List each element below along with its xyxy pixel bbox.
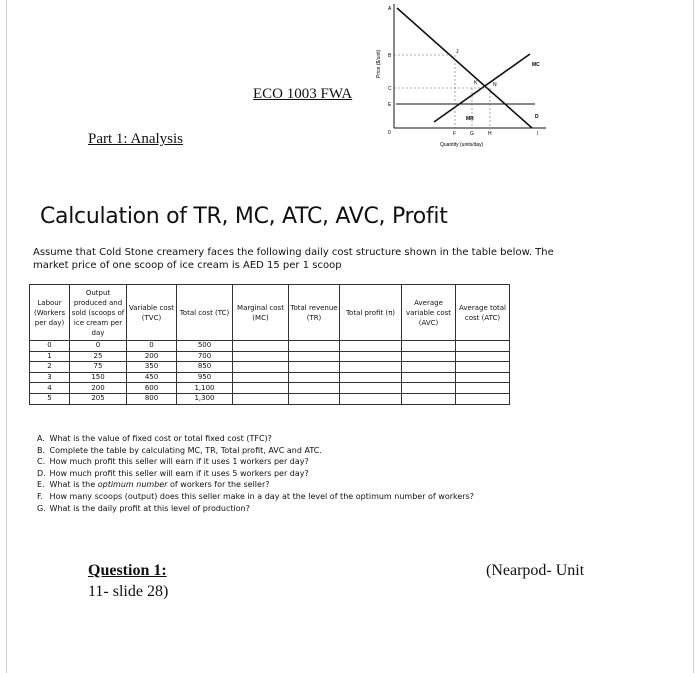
header-total-cost: Total cost (TC) xyxy=(177,285,233,341)
cell-tr xyxy=(289,372,340,383)
cell-tc: 700 xyxy=(177,351,233,362)
curve-label-d: D xyxy=(535,114,539,120)
y-point-e: E xyxy=(388,102,392,108)
demand-curve xyxy=(397,8,532,128)
cell-profit xyxy=(340,341,402,352)
table-row xyxy=(30,351,510,362)
cell-output: 200 xyxy=(70,383,127,394)
question-text: How much profit this seller will earn if it uses 5 workers per day? xyxy=(49,468,309,478)
table-row xyxy=(30,393,510,404)
table-row xyxy=(30,341,510,352)
cell-tvc: 600 xyxy=(127,383,177,394)
cell-mc xyxy=(233,393,289,404)
question-letter: G. xyxy=(37,503,46,513)
cell-tc: 1,100 xyxy=(177,383,233,394)
question-letter: C. xyxy=(37,457,46,467)
cell-tc: 1,300 xyxy=(177,393,233,404)
question-letter: F. xyxy=(37,491,43,501)
question-list xyxy=(37,433,474,514)
cell-tr xyxy=(289,383,340,394)
question-1-subtitle: 11- slide 28) xyxy=(88,583,169,600)
cell-mc xyxy=(233,383,289,394)
x-point-g: G xyxy=(470,131,474,137)
question-item xyxy=(37,468,474,480)
header-avc: Average variable cost (AVC) xyxy=(402,285,456,341)
question-item xyxy=(37,445,474,457)
table-row xyxy=(30,362,510,373)
header-output: Output produced and sold (scoops of ice cream per day xyxy=(70,285,127,341)
cell-labour: 1 xyxy=(30,351,70,362)
cell-mc xyxy=(233,351,289,362)
question-text-pre: What is the xyxy=(49,480,98,490)
question-text: What is the value of fixed cost or total fixed cost (TFC)? xyxy=(49,434,272,443)
question-item xyxy=(37,479,474,491)
cell-tr xyxy=(289,362,340,373)
question-text-emphasis: optimum number xyxy=(97,480,168,490)
question-item xyxy=(37,433,474,445)
cell-profit xyxy=(340,393,402,404)
question-text-post: of workers for the seller? xyxy=(167,480,270,490)
question-letter: D. xyxy=(37,468,46,478)
y-point-b: B xyxy=(388,53,392,59)
question-letter: B. xyxy=(37,445,46,455)
question-item xyxy=(37,456,474,468)
calculation-heading: Calculation of TR, MC, ATC, AVC, Profit xyxy=(40,204,448,229)
question-text: Complete the table by calculating MC, TR, Total profit, AVC and ATC. xyxy=(49,445,322,455)
cell-tc: 500 xyxy=(177,341,233,352)
cell-labour: 3 xyxy=(30,372,70,383)
cell-tvc: 0 xyxy=(127,341,177,352)
cell-atc xyxy=(456,393,510,404)
cell-mc xyxy=(233,341,289,352)
question-letter: A. xyxy=(37,434,45,443)
cell-tvc: 200 xyxy=(127,351,177,362)
origin-label: 0 xyxy=(388,130,391,136)
cell-atc xyxy=(456,362,510,373)
cell-output: 150 xyxy=(70,372,127,383)
curve-label-j: J xyxy=(456,49,459,55)
cell-output: 0 xyxy=(70,341,127,352)
price-quantity-graph xyxy=(370,0,550,150)
y-point-a: A xyxy=(388,6,392,12)
question-item xyxy=(37,491,474,503)
table-row xyxy=(30,383,510,394)
cell-atc xyxy=(456,351,510,362)
cell-avc xyxy=(402,351,456,362)
question-text: How much profit this seller will earn if it uses 1 workers per day? xyxy=(49,457,309,467)
curve-label-n: N xyxy=(493,82,497,88)
cell-labour: 4 xyxy=(30,383,70,394)
cell-tvc: 800 xyxy=(127,393,177,404)
cell-profit xyxy=(340,383,402,394)
cell-mc xyxy=(233,362,289,373)
cell-output: 25 xyxy=(70,351,127,362)
cell-avc xyxy=(402,393,456,404)
question-item xyxy=(37,503,474,515)
table-row xyxy=(30,372,510,383)
cell-tc: 950 xyxy=(177,372,233,383)
cell-avc xyxy=(402,383,456,394)
cell-labour: 5 xyxy=(30,393,70,404)
cell-tvc: 450 xyxy=(127,372,177,383)
nearpod-reference: (Nearpod- Unit xyxy=(486,562,585,579)
question-text: What is the daily profit at this level of production? xyxy=(49,503,250,513)
x-axis-label: Quantity (units/day) xyxy=(440,142,484,148)
header-atc: Average total cost (ATC) xyxy=(456,285,510,341)
question-text: How many scoops (output) does this seller make in a day at the level of the optimum number of workers? xyxy=(49,491,474,501)
header-labour: Labour (Workers per day) xyxy=(30,285,70,341)
cell-labour: 2 xyxy=(30,362,70,373)
cell-tr xyxy=(289,351,340,362)
part-title: Part 1: Analysis xyxy=(88,131,184,147)
cell-atc xyxy=(456,341,510,352)
header-total-revenue: Total revenue (TR) xyxy=(289,285,340,341)
cell-avc xyxy=(402,362,456,373)
y-axis-label: Price ($/unit) xyxy=(376,49,382,78)
question-1-title: Question 1: xyxy=(88,562,167,579)
cell-tr xyxy=(289,393,340,404)
header-marginal-cost: Marginal cost (MC) xyxy=(233,285,289,341)
cell-labour: 0 xyxy=(30,341,70,352)
question-letter: E. xyxy=(37,480,45,490)
intro-paragraph: Assume that Cold Stone creamery faces the following daily cost structure shown in the table below. The market price of one scoop of ice cream is AED 15 per 1 scoop xyxy=(33,247,554,271)
cell-output: 205 xyxy=(70,393,127,404)
cell-atc xyxy=(456,383,510,394)
curve-label-mc: MC xyxy=(532,62,540,68)
header-variable-cost: Variable cost (TVC) xyxy=(127,285,177,341)
x-point-f: F xyxy=(453,131,457,137)
header-total-profit: Total profit (π) xyxy=(340,285,402,341)
cell-output: 75 xyxy=(70,362,127,373)
cell-tc: 850 xyxy=(177,362,233,373)
course-title: ECO 1003 FWA xyxy=(253,86,353,102)
curve-label-mr: MR xyxy=(466,116,474,122)
y-point-c: C xyxy=(388,86,392,92)
cell-profit xyxy=(340,351,402,362)
curve-label-k: K xyxy=(474,80,478,86)
x-point-i: I xyxy=(537,131,539,137)
cell-mc xyxy=(233,372,289,383)
cell-avc xyxy=(402,341,456,352)
cell-tvc: 350 xyxy=(127,362,177,373)
table-header-row xyxy=(30,285,510,341)
cell-profit xyxy=(340,372,402,383)
cell-tr xyxy=(289,341,340,352)
cell-atc xyxy=(456,372,510,383)
cell-profit xyxy=(340,362,402,373)
cost-structure-table xyxy=(29,284,510,405)
cell-avc xyxy=(402,372,456,383)
x-point-h: H xyxy=(488,131,492,137)
